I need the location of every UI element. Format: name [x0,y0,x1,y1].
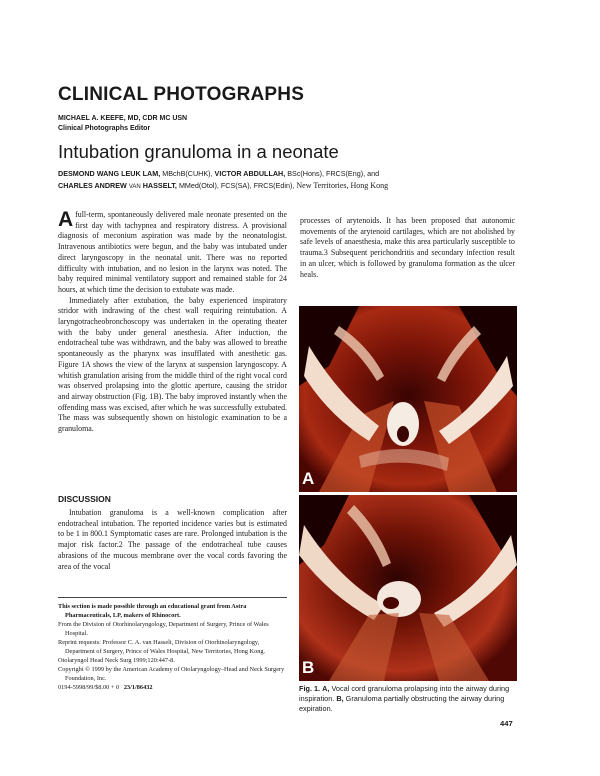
laryngoscopy-image-b [299,495,517,681]
footnote-code-id: 23/1/86432 [123,684,153,691]
author-3-van: VAN [128,184,141,190]
figure-label-a: A [302,469,315,488]
caption-a-text: Vocal cord granuloma prolapsing into the airway during inspiration. [299,684,510,703]
footnote-code-text: 0194-5998/99/$8.00 + 0 [58,684,120,691]
page-number: 447 [500,719,513,728]
article-title: Intubation granuloma in a neonate [58,141,339,162]
caption-a-letter: A, [322,684,330,693]
section-heading: CLINICAL PHOTOGRAPHS [58,84,305,105]
discussion-heading: DISCUSSION [58,494,111,504]
right-column [300,216,515,280]
caption-b-letter: B, [336,694,344,703]
authors-line-1 [58,168,379,179]
footnote-reprint: Reprint requests: Professor C. A. van Hasselt, Division of Otorhinolaryngology, Department of Surgery, Prince of Wales Hospital, New Territories, Hong Kong. [58,639,266,655]
paragraph-1-text: full-term, spontaneously delivered male neonate presented on the first day with tachypnea and respiratory distress. A provisional diagnosis of meconium aspiration was made by the neonatologist. Intravenous antibiotics were begun, and the baby was intubated under direct laryngoscopy in the neonatal unit. There was no reported difficulty with intubation, and no lesion in the larynx was noted. The baby required minimal ventilatory support and remained stable for 24 hours, at which time the decision to extubate was made. [58,210,287,294]
author-3-degrees: MMed(Otol), FCS(SA), FRCS(Edin), [178,181,295,190]
author-3-name: CHARLES ANDREW [58,181,127,190]
footnote-sponsor: This section is made possible through an educational grant from Astra Pharmaceuticals, LP, makers of Rhinocort. [58,603,247,619]
paragraph-2: Immediately after extubation, the baby experienced inspiratory stridor with indrawing of the chest wall requiring reintubation. A laryngotracheobronchoscopy was undertaken in the operating theater with the baby under general anesthesia. After induction, the endotracheal tube was withdrawn, and the baby was allowed to breathe spontaneously as the pharynx was insufflated with anesthetic gas. Figure 1A shows the view of the larynx at suspension laryngoscopy. A whitish granulation arising from the middle third of the right vocal cord was observed prolapsing into the glottic aperture, causing the stridor and airway obstruction (Fig. 1B). The baby improved instantly when the offending mass was excised, after which he was successfully extubated. The mass was subsequently shown on histologic examination to be a granuloma. [58,295,287,434]
author-location: New Territories, Hong Kong [296,181,389,190]
paragraph-3: Intubation granuloma is a well-known complication after endotracheal intubation. The reported incidence varies but is estimated to be 1 in 800.1 Symptomatic cases are rare. Prolonged intubation is the major risk factor.2 The passage of the endotracheal tube causes abrasions of the mucous membrane over the vocal cords favoring the area of the vocal [58,508,287,571]
footnote-from: From the Division of Otorhinolaryngology, Department of Surgery, Prince of Wales Hospital. [58,621,269,637]
footnote-code [58,683,287,692]
paragraph-right: processes of arytenoids. It has been proposed that autonomic movements of the arytenoid cartilages, which are not abolished by safe levels of anaesthesia, make this area particularly susceptible to trauma.3 Subsequent perichondritis and secondary infection result in an ulcer, which is followed by granuloma formation as the ulcer heals. [300,216,515,279]
drop-cap: A [58,208,74,231]
left-column [58,210,287,435]
author-1-degrees: MBchB(CUHK), [162,169,213,178]
editor-role: Clinical Photographs Editor [58,125,151,132]
footnotes [58,602,287,692]
author-1-name: DESMOND WANG LEUK LAM, [58,169,161,178]
discussion-column [58,508,287,572]
footnote-divider [58,597,287,598]
footnote-citation: Otolaryngol Head Neck Surg 1999;120:447-8. [58,657,175,664]
author-3-surname: HASSELT, [142,181,177,190]
editor-name: MICHAEL A. KEEFE, MD, CDR MC USN [58,115,188,122]
figure-photo-a [299,306,517,492]
author-2-name: VICTOR ABDULLAH, [214,169,286,178]
caption-fig-label: Fig. 1. [299,684,321,693]
figure-caption [299,684,517,714]
footnote-copyright: Copyright © 1999 by the American Academy of Otolaryngology–Head and Neck Surgery Foundation, Inc. [58,666,285,682]
figure-photo-b [299,495,517,681]
figure-label-b: B [302,658,315,677]
authors-line-2 [58,180,388,193]
laryngoscopy-image-a [299,306,517,492]
author-2-degrees: BSc(Hons), FRCS(Eng), and [287,169,380,178]
caption-b-text: Granuloma partially obstructing the airway during expiration. [299,694,505,713]
paragraph-1 [58,210,287,296]
